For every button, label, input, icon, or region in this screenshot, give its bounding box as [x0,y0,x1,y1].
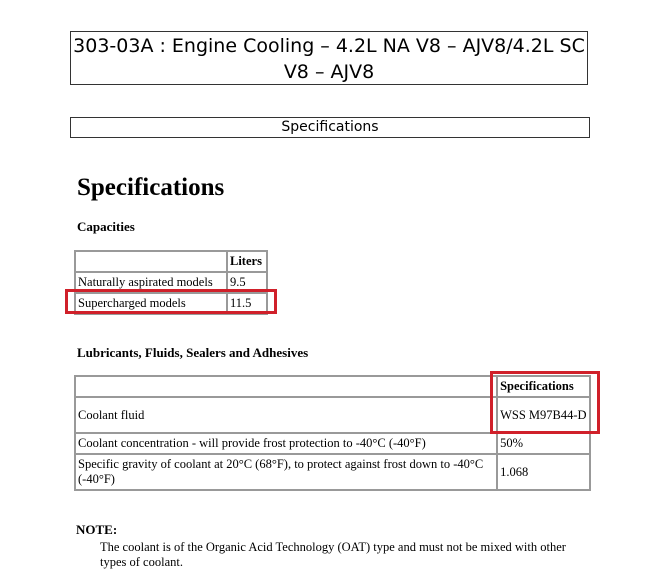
note-label: NOTE: [76,522,118,537]
table-row [75,293,267,314]
table-row [75,454,590,490]
lubricants-table [74,375,591,491]
table-cell-value: WSS M97B44-D [497,397,590,433]
table-cell-label: Supercharged models [75,293,227,314]
table-cell-value: 9.5 [227,272,267,293]
table-cell-label: Coolant fluid [75,397,497,433]
table-header-cell: Specifications [497,376,590,397]
table-cell-value: 50% [497,433,590,454]
table-header-row [75,376,590,397]
capacities-table [74,250,268,315]
table-row [75,433,590,454]
section-title-box [70,117,590,138]
table-header-cell [75,376,497,397]
table-row [75,272,267,293]
table-cell-value: 1.068 [497,454,590,490]
table-cell-label: Coolant concentration - will provide frost protection to -40°C (-40°F) [75,433,497,454]
lubricants-heading: Lubricants, Fluids, Sealers and Adhesives [77,345,309,360]
capacities-heading: Capacities [77,219,135,234]
table-header-cell: Liters [227,251,267,272]
table-cell-value: 11.5 [227,293,267,314]
document-title [70,31,588,85]
table-header-cell [75,251,227,272]
page-heading: Specifications [77,174,225,201]
table-row [75,397,590,433]
section-title-text: Specifications [281,119,379,135]
table-cell-label: Naturally aspirated models [75,272,227,293]
table-header-row [75,251,267,272]
document-title-text: 303-03A : Engine Cooling – 4.2L NA V8 – AJV8/4.2L SC V8 – AJV8 [73,35,585,83]
note-text: The coolant is of the Organic Acid Technology (OAT) type and must not be mixed with other types of coolant. [100,540,566,569]
table-cell-label: Specific gravity of coolant at 20°C (68°F), to protect against frost down to -40°C (-40°F) [75,454,497,490]
